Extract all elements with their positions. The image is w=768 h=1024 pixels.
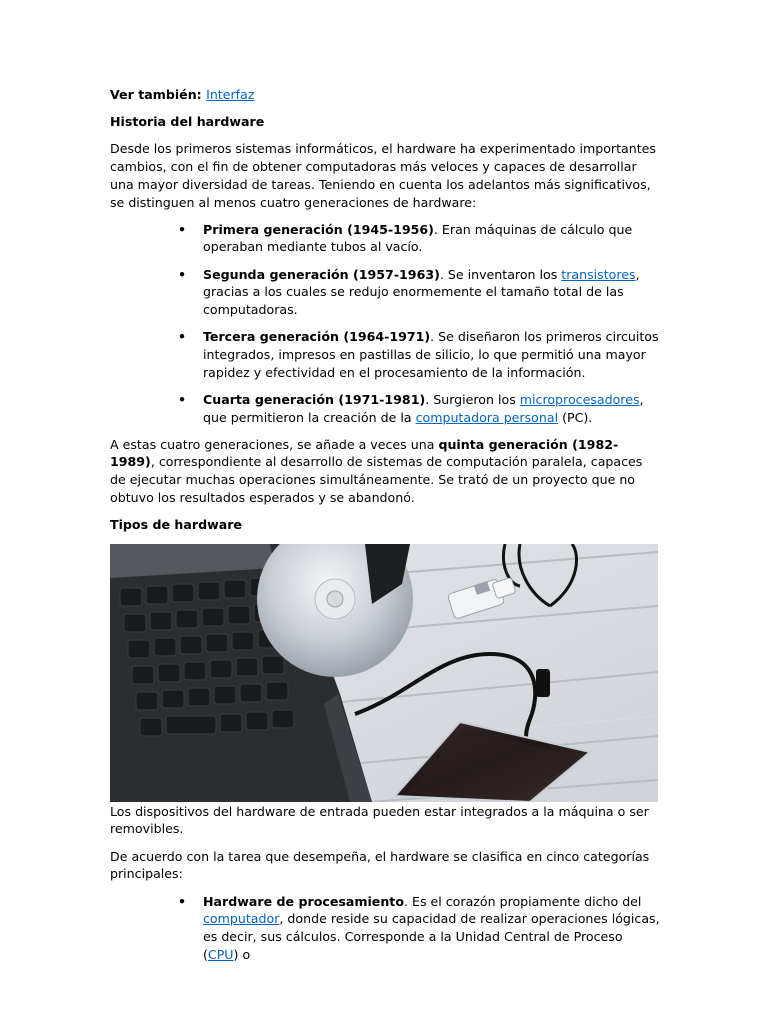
list-item-gen4 (203, 391, 660, 426)
processing-title: Hardware de procesamiento (203, 893, 404, 909)
gen4-post: (PC). (558, 409, 593, 425)
fifth-pre: A estas cuatro generaciones, se añade a veces una (110, 436, 439, 452)
gen1-title: Primera generación (1945-1956) (203, 221, 434, 237)
history-heading (110, 113, 660, 131)
document-body (110, 86, 660, 973)
gen2-pre: . Se inventaron los (439, 266, 562, 282)
list-item-gen1 (203, 221, 660, 256)
gen4-mid: , que permitieron la creación de la (203, 391, 644, 425)
transistores-link[interactable]: transistores (561, 266, 636, 282)
see-also-label: Ver también: (110, 87, 207, 102)
fifth-bold: quinta generación (1982-1989) (110, 436, 619, 470)
gen2-title: Segunda generación (1957-1963) (203, 266, 440, 282)
types-heading (110, 516, 660, 534)
fifth-post: , correspondiente al desarrollo de sistemas de computación paralela, capaces de ejecutar muchas operaciones simultáneamente. Se trató de un proyecto que no obtuvo los resultados esperados y se abandonó. (110, 454, 643, 505)
gen4-pre: . Surgieron los (425, 391, 520, 407)
list-item-gen3 (203, 328, 660, 381)
see-also-line (110, 86, 660, 104)
computador-link[interactable]: computador (203, 911, 280, 927)
gen3-text: . Se diseñaron los primeros circuitos integrados, impresos en pastillas de silicio, lo que permitió una mayor rapidez y efectividad en el procesamiento de la información. (203, 329, 659, 380)
interfaz-link[interactable]: Interfaz (206, 87, 255, 102)
gen3-title: Tercera generación (1964-1971) (203, 329, 431, 345)
types-heading-text: Tipos de hardware (110, 517, 242, 533)
list-item-processing (203, 893, 660, 964)
processing-post: ) o (233, 946, 251, 962)
fifth-generation-paragraph (110, 436, 660, 507)
types-list (110, 893, 660, 964)
image-caption: Los dispositivos del hardware de entrada pueden estar integrados a la máquina o ser removibles. (110, 803, 649, 837)
computadora-personal-link[interactable]: computadora personal (415, 409, 559, 425)
microprocesadores-link[interactable]: microprocesadores (519, 391, 640, 407)
processing-pre: . Es el corazón propiamente dicho del (403, 893, 642, 909)
history-heading-text: Historia del hardware (110, 114, 265, 130)
gen4-title: Cuarta generación (1971-1981) (203, 391, 426, 407)
hardware-photo (110, 544, 658, 802)
history-intro: Desde los primeros sistemas informáticos, el hardware ha experimentado importantes cambios, con el fin de obtener computadoras más veloces y capaces de desarrollar una mayor diversidad de tareas. Teniendo en cuenta los adelantos más significativos, se distinguen al menos cuatro generaciones de hardware: (110, 141, 656, 210)
gen1-text: . Eran máquinas de cálculo que operaban mediante tubos al vacío. (203, 221, 633, 255)
types-intro: De acuerdo con la tarea que desempeña, el hardware se clasifica en cinco categorías principales: (110, 848, 650, 882)
list-item-gen2 (203, 266, 660, 319)
processing-mid: , donde reside su capacidad de realizar operaciones lógicas, es decir, sus cálculos. Corresponde a la Unidad Central de Proceso ( (203, 911, 660, 962)
cpu-link[interactable]: CPU (207, 946, 234, 962)
generations-list (110, 221, 660, 427)
gen2-post: , gracias a los cuales se redujo enormemente el tamaño total de las computadoras. (203, 266, 640, 318)
